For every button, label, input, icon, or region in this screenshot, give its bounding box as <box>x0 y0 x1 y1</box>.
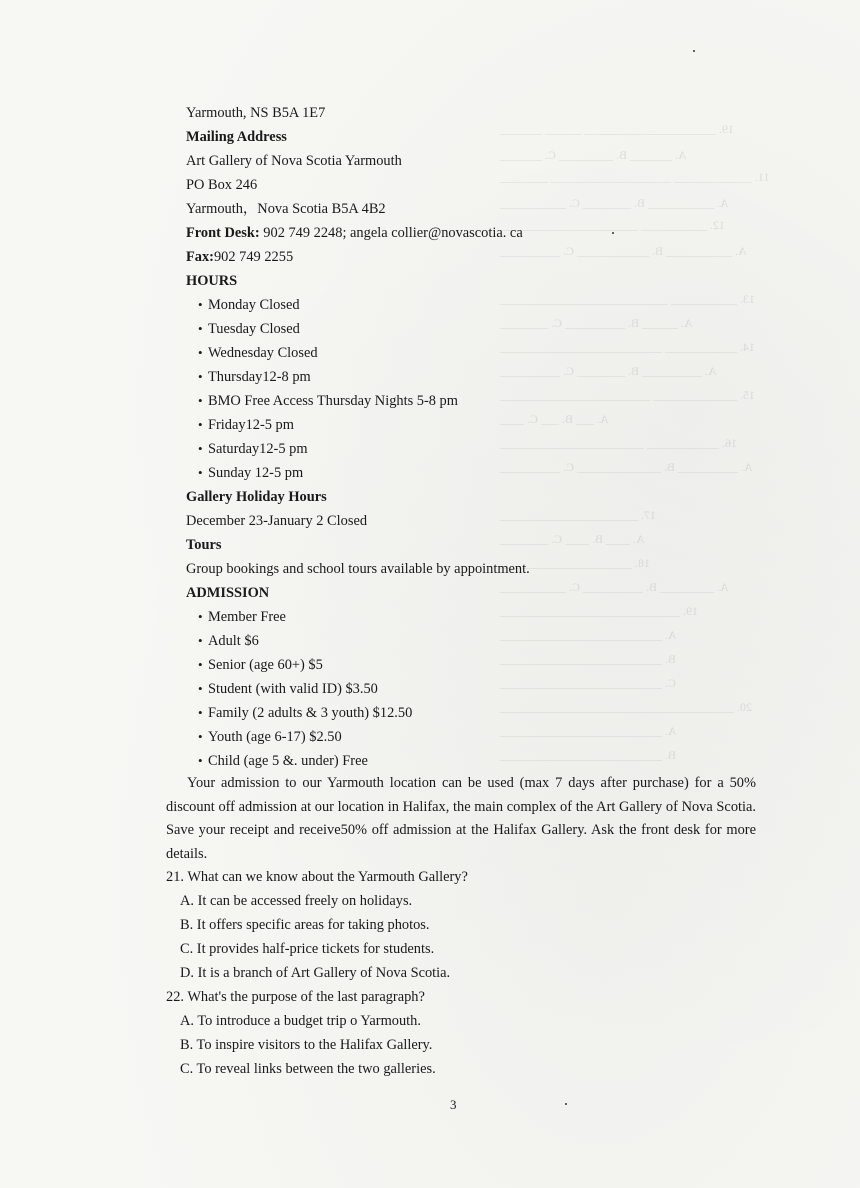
tours-text: Group bookings and school tours available by appointment. <box>186 561 530 577</box>
hours-item: • Tuesday Closed <box>198 320 300 338</box>
admission-item: • Youth (age 6-17) $2.50 <box>198 728 342 746</box>
mailing-address-line: Yarmouth，Nova Scotia B5A 4B2 <box>186 201 386 217</box>
hours-item: • Monday Closed <box>198 296 300 314</box>
admission-item: • Adult $6 <box>198 632 259 650</box>
question-22: 22. What's the purpose of the last paragraph? <box>166 989 425 1005</box>
admission-item: • Student (with valid ID) $3.50 <box>198 680 378 698</box>
hours-item: • Friday12-5 pm <box>198 416 294 434</box>
admission-paragraph: Your admission to our Yarmouth location can be used (max 7 days after purchase) for a 50% discount off admission at our location in Halifax, the main complex of the Art Gallery of Nova Scotia. Save your receipt and receive50% off admission at the Halifax Gallery. Ask the front desk for more details. <box>166 775 756 862</box>
hours-item: • BMO Free Access Thursday Nights 5-8 pm <box>198 392 458 410</box>
question-22-option: C. To reveal links between the two galleries. <box>180 1061 436 1077</box>
question-22-option: A. To introduce a budget trip o Yarmouth. <box>180 1013 421 1029</box>
tours-heading: Tours <box>186 537 222 553</box>
question-21-option: B. It offers specific areas for taking photos. <box>180 917 430 933</box>
hours-item: • Thursday12-8 pm <box>198 368 311 386</box>
question-21-option: A. It can be accessed freely on holidays. <box>180 893 413 909</box>
speck <box>693 50 695 52</box>
admission-heading: ADMISSION <box>186 585 270 601</box>
admission-item: • Child (age 5 &. under) Free <box>198 752 368 770</box>
front-desk-line <box>186 224 523 242</box>
mailing-address-heading: Mailing Address <box>186 129 287 145</box>
admission-item: • Member Free <box>198 608 286 626</box>
question-22-option: B. To inspire visitors to the Halifax Gallery. <box>180 1037 433 1053</box>
holiday-hours-text: December 23-January 2 Closed <box>186 513 368 529</box>
mailing-address-line: PO Box 246 <box>186 177 258 193</box>
fax-label: Fax: <box>186 249 214 265</box>
street-address: Yarmouth, NS B5A 1E7 <box>186 105 326 121</box>
question-21: 21. What can we know about the Yarmouth Gallery? <box>166 869 468 885</box>
holiday-hours-heading: Gallery Holiday Hours <box>186 489 327 505</box>
hours-item: • Sunday 12-5 pm <box>198 464 303 482</box>
hours-item: • Wednesday Closed <box>198 344 318 362</box>
fax-line <box>186 248 293 266</box>
front-desk-label: Front Desk: <box>186 225 260 241</box>
hours-item: • Saturday12-5 pm <box>198 440 308 458</box>
page-number: 3 <box>450 1097 457 1112</box>
admission-item: • Senior (age 60+) $5 <box>198 656 323 674</box>
question-21-option: D. It is a branch of Art Gallery of Nova Scotia. <box>180 965 451 981</box>
front-desk-value: 902 749 2248; angela collier@novascotia. ca <box>263 225 523 241</box>
speck <box>612 232 614 234</box>
admission-item: • Family (2 adults & 3 youth) $12.50 <box>198 704 412 722</box>
question-21-option: C. It provides half-price tickets for students. <box>180 941 435 957</box>
speck <box>565 1103 567 1105</box>
mailing-address-line: Art Gallery of Nova Scotia Yarmouth <box>186 153 402 169</box>
document-page: 19. ______________________ ______ _______ A. _______ B. _________ C. _______ 11. _____________ ____________________ ________ A. ___________ B. ________ C. ___________ 12. ___________ _______________________ A. ___________ B. ____________ C. __________ 13. ___________ ____________________________ A. ______ B. __________ C. ________ 14. ____________ ___________________________ A. __________ B. ________ C. __________ 15. ______________ _________________________ A. ___ B. ___ C. ____ 16. ____________ ________________________ A. __________ B. ______________ C. __________ 17. _______________________ A. ____ B. ____ C. ________ 18. ______________________ A. _________ B. __________ C. ___________ 19. ______________________________ A. ___________________________ B. ___________________________ C. ___________________________ 20. _______________________________________ A. ___________________________ B. ___________________________ Yarmouth, NS B5A 1E7 Mailing Address Art Gallery of Nova Scotia Yarmouth PO Box 246 Yarmouth，Nova Scotia B5A 4B2 Front Desk: 902 749 2248; angela collier@novascotia. ca Fax:902 749 2255 HOURS • Monday Closed • Tuesday Closed • Wednesday Closed • Thursday12-8 pm • BMO Free Access Thursday Nights 5-8 pm • Friday12-5 pm • Saturday12-5 pm • Sunday 12-5 pm Gallery Holiday Hours December 23-January 2 Closed Tours Group bookings and school tours available by appointment. ADMISSION • Member Free • Adult $6 • Senior (age 60+) $5 • Student (with valid ID) $3.50 • Family (2 adults & 3 youth) $12.50 • Youth (age 6-17) $2.50 • Child (age 5 &. under) Free Your admission to our Yarmouth location can be used (max 7 days after purchase) for a 50% discount off admission at our location in Halifax, the main complex of the Art Gallery of Nova Scotia. Save your receipt and receive50% off admission at the Halifax Gallery. Ask the front desk for more details. 21. What can we know about the Yarmouth Gallery? A. It can be accessed freely on holidays. B. It offers specific areas for taking photos. C. It provides half-price tickets for students. D. It is a branch of Art Gallery of Nova Scotia. 22. What's the purpose of the last paragraph? A. To introduce a budget trip o Yarmouth. B. To inspire visitors to the Halifax Gallery. C. To reveal links between the two galleries. 3 <box>0 0 860 1188</box>
fax-value: 902 749 2255 <box>213 249 294 265</box>
hours-heading: HOURS <box>186 273 238 289</box>
